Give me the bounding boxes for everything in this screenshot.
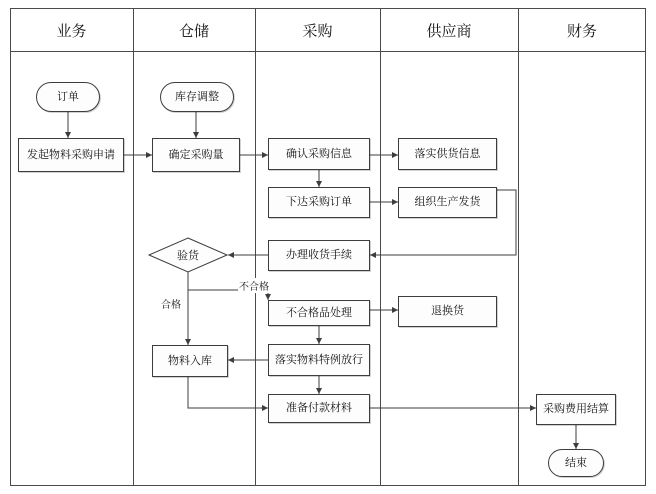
lane-label-purchasing: 采购 [302,21,333,40]
node-supply-info[interactable] [398,138,497,170]
node-special-release-label: 落实物料特例放行 [275,352,363,366]
lane-divider-2 [255,8,256,486]
lane-label-supplier: 供应商 [426,21,472,40]
node-stock-adjust[interactable] [160,82,234,112]
node-order-label: 订单 [57,89,79,103]
node-confirm-info-label: 确认采购信息 [286,146,352,160]
edge-label-pass: 合格 [160,296,182,311]
node-receive-goods[interactable] [268,240,370,271]
node-nonconforming-label: 不合格品处理 [286,305,352,319]
node-inspect-label: 验货 [177,249,199,262]
node-confirm-info[interactable] [268,138,370,170]
lane-label-business: 业务 [56,21,87,40]
node-confirm-qty[interactable] [152,138,240,172]
lane-divider-4 [518,8,519,486]
node-settle-cost[interactable] [536,394,616,425]
edge-label-fail: 不合格 [238,278,270,293]
node-end-label: 结束 [565,455,587,469]
lane-header-purchasing [255,8,380,52]
node-order[interactable] [36,82,100,112]
node-settle-cost-label: 采购费用结算 [543,402,609,416]
node-end[interactable] [548,449,604,477]
node-return-exchange-label: 退换货 [431,304,464,318]
node-organize-delivery-label: 组织生产发货 [414,195,481,209]
node-return-exchange[interactable] [398,296,497,327]
lane-header-business [10,8,133,52]
lane-label-warehouse: 仓储 [178,21,209,40]
node-receive-goods-label: 办理收货手续 [286,248,352,262]
node-issue-order[interactable] [268,187,370,218]
node-supply-info-label: 落实供货信息 [414,146,481,160]
node-stock-in[interactable] [152,345,228,377]
lane-header-supplier [380,8,518,52]
node-raise-request-label: 发起物料采购申请 [27,147,115,161]
lane-header-finance [518,8,646,52]
node-special-release[interactable] [268,344,370,376]
node-prepare-payment[interactable] [268,394,370,423]
node-issue-order-label: 下达采购订单 [286,195,352,209]
node-prepare-payment-label: 准备付款材料 [286,401,352,415]
node-organize-delivery[interactable] [398,187,497,218]
lane-divider-1 [133,8,134,486]
node-stock-in-label: 物料入库 [168,353,212,367]
node-nonconforming[interactable] [268,300,370,326]
node-inspect[interactable] [148,237,228,273]
node-raise-request[interactable] [18,138,124,172]
lane-header-warehouse [133,8,255,52]
lane-divider-3 [380,8,381,486]
node-confirm-qty-label: 确定采购量 [168,147,224,161]
node-stock-adjust-label: 库存调整 [175,89,219,103]
lane-label-finance: 财务 [566,21,597,40]
